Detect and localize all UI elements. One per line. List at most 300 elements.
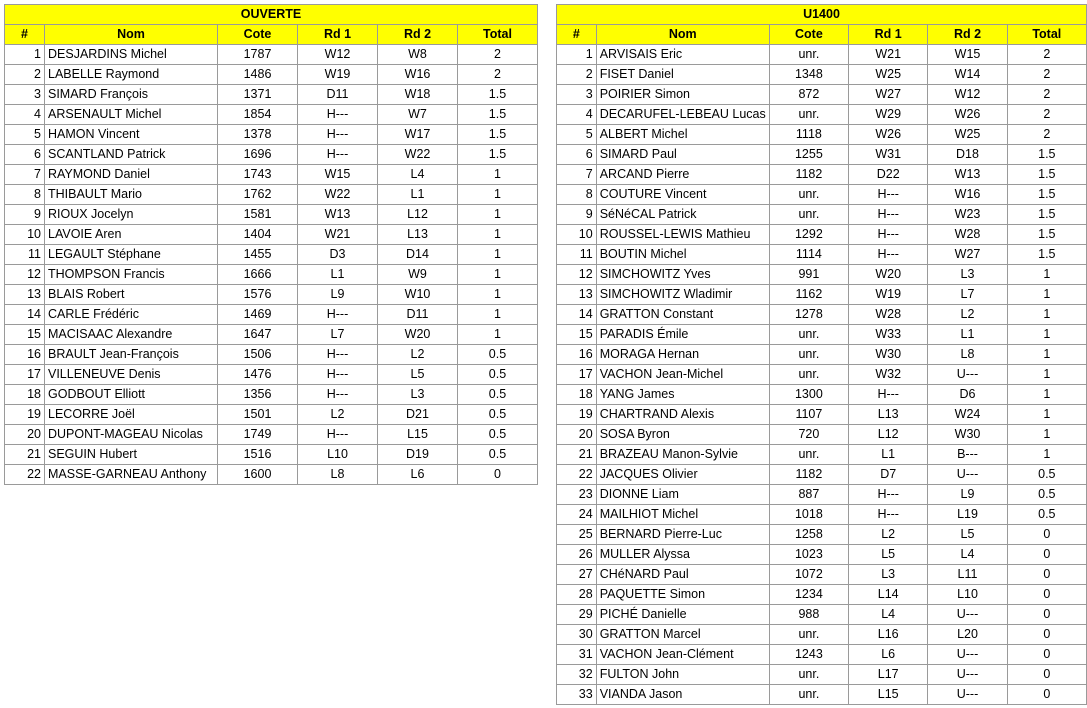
- total-cell: 0.5: [1007, 465, 1086, 485]
- rating-cell: 1787: [218, 45, 298, 65]
- player-name-cell: CHARTRAND Alexis: [596, 405, 769, 425]
- player-name-cell: VIANDA Jason: [596, 685, 769, 705]
- player-name-cell: BLAIS Robert: [45, 285, 218, 305]
- round-2-cell: W26: [928, 105, 1007, 125]
- player-name-cell: ARSENAULT Michel: [45, 105, 218, 125]
- rank-cell: 22: [5, 465, 45, 485]
- round-1-cell: L7: [298, 325, 378, 345]
- table-row: [5, 325, 538, 345]
- round-2-cell: L1: [928, 325, 1007, 345]
- table-row: [5, 345, 538, 365]
- rank-cell: 21: [5, 445, 45, 465]
- rating-cell: 1243: [769, 645, 848, 665]
- player-name-cell: DECARUFEL-LEBEAU Lucas: [596, 105, 769, 125]
- round-2-cell: L19: [928, 505, 1007, 525]
- player-name-cell: YANG James: [596, 385, 769, 405]
- rating-cell: 1469: [218, 305, 298, 325]
- rating-cell: 1506: [218, 345, 298, 365]
- player-name-cell: SIMARD François: [45, 85, 218, 105]
- round-2-cell: W10: [378, 285, 458, 305]
- table-row: [557, 445, 1087, 465]
- rating-cell: unr.: [769, 185, 848, 205]
- round-2-cell: D18: [928, 145, 1007, 165]
- player-name-cell: ALBERT Michel: [596, 125, 769, 145]
- table-row: [557, 685, 1087, 705]
- rating-cell: 1255: [769, 145, 848, 165]
- round-1-cell: W21: [298, 225, 378, 245]
- round-1-cell: W13: [298, 205, 378, 225]
- player-name-cell: PAQUETTE Simon: [596, 585, 769, 605]
- rank-cell: 7: [557, 165, 597, 185]
- player-name-cell: ARCAND Pierre: [596, 165, 769, 185]
- rank-cell: 11: [5, 245, 45, 265]
- round-2-cell: L20: [928, 625, 1007, 645]
- round-2-cell: W18: [378, 85, 458, 105]
- rating-cell: 1696: [218, 145, 298, 165]
- player-name-cell: MULLER Alyssa: [596, 545, 769, 565]
- round-1-cell: L16: [849, 625, 928, 645]
- total-cell: 2: [1007, 105, 1086, 125]
- player-name-cell: GRATTON Marcel: [596, 625, 769, 645]
- rank-cell: 27: [557, 565, 597, 585]
- rank-header: #: [557, 25, 597, 45]
- player-name-cell: SIMCHOWITZ Wladimir: [596, 285, 769, 305]
- player-name-cell: SCANTLAND Patrick: [45, 145, 218, 165]
- rank-cell: 4: [557, 105, 597, 125]
- total-cell: 1: [458, 265, 538, 285]
- table-row: [557, 65, 1087, 85]
- rating-cell: 1476: [218, 365, 298, 385]
- total-header: Total: [1007, 25, 1086, 45]
- round-2-header: Rd 2: [928, 25, 1007, 45]
- player-name-cell: SOSA Byron: [596, 425, 769, 445]
- player-name-cell: THIBAULT Mario: [45, 185, 218, 205]
- table-row: [5, 145, 538, 165]
- column-header-row: [557, 25, 1087, 45]
- total-cell: 2: [1007, 45, 1086, 65]
- rating-cell: unr.: [769, 365, 848, 385]
- rating-cell: 1114: [769, 245, 848, 265]
- player-name-cell: CARLE Frédéric: [45, 305, 218, 325]
- total-cell: 2: [1007, 125, 1086, 145]
- table-row: [557, 425, 1087, 445]
- round-1-cell: L14: [849, 585, 928, 605]
- total-cell: 1: [458, 305, 538, 325]
- total-cell: 1.5: [1007, 205, 1086, 225]
- rating-cell: 1516: [218, 445, 298, 465]
- total-cell: 0: [1007, 665, 1086, 685]
- round-1-cell: L1: [849, 445, 928, 465]
- rank-cell: 16: [557, 345, 597, 365]
- round-2-cell: W25: [928, 125, 1007, 145]
- player-name-cell: BERNARD Pierre-Luc: [596, 525, 769, 545]
- player-name-cell: BOUTIN Michel: [596, 245, 769, 265]
- rating-cell: unr.: [769, 445, 848, 465]
- total-cell: 0.5: [1007, 505, 1086, 525]
- player-name-cell: CHéNARD Paul: [596, 565, 769, 585]
- table-row: [557, 185, 1087, 205]
- round-2-cell: U---: [928, 645, 1007, 665]
- name-header: Nom: [596, 25, 769, 45]
- total-cell: 0.5: [1007, 485, 1086, 505]
- round-1-cell: H---: [849, 185, 928, 205]
- player-name-cell: PICHÉ Danielle: [596, 605, 769, 625]
- player-name-cell: BRAZEAU Manon-Sylvie: [596, 445, 769, 465]
- round-2-cell: D19: [378, 445, 458, 465]
- table-row: [557, 45, 1087, 65]
- round-2-cell: L1: [378, 185, 458, 205]
- rank-cell: 28: [557, 585, 597, 605]
- rating-cell: 1581: [218, 205, 298, 225]
- rank-cell: 20: [5, 425, 45, 445]
- rating-cell: unr.: [769, 665, 848, 685]
- table-row: [557, 265, 1087, 285]
- rank-cell: 8: [557, 185, 597, 205]
- player-name-cell: MAILHIOT Michel: [596, 505, 769, 525]
- round-2-cell: U---: [928, 465, 1007, 485]
- round-2-cell: U---: [928, 685, 1007, 705]
- rank-cell: 29: [557, 605, 597, 625]
- rating-cell: 1455: [218, 245, 298, 265]
- table-row: [5, 85, 538, 105]
- round-1-cell: H---: [298, 425, 378, 445]
- rating-cell: 1300: [769, 385, 848, 405]
- total-cell: 1: [458, 245, 538, 265]
- rating-cell: 872: [769, 85, 848, 105]
- rank-cell: 2: [557, 65, 597, 85]
- table-row: [557, 325, 1087, 345]
- round-2-cell: W14: [928, 65, 1007, 85]
- total-cell: 0: [458, 465, 538, 485]
- round-1-cell: L10: [298, 445, 378, 465]
- rating-cell: 1162: [769, 285, 848, 305]
- round-2-cell: L9: [928, 485, 1007, 505]
- player-name-cell: LABELLE Raymond: [45, 65, 218, 85]
- table-row: [5, 465, 538, 485]
- rating-cell: 1018: [769, 505, 848, 525]
- rank-cell: 2: [5, 65, 45, 85]
- player-name-cell: LECORRE Joël: [45, 405, 218, 425]
- player-name-cell: SIMARD Paul: [596, 145, 769, 165]
- table-row: [557, 665, 1087, 685]
- round-2-cell: L5: [928, 525, 1007, 545]
- round-2-cell: W17: [378, 125, 458, 145]
- player-name-cell: BRAULT Jean-François: [45, 345, 218, 365]
- rating-cell: unr.: [769, 45, 848, 65]
- rating-cell: 1234: [769, 585, 848, 605]
- standings-body: [557, 45, 1087, 705]
- total-cell: 0.5: [458, 405, 538, 425]
- round-1-cell: L15: [849, 685, 928, 705]
- round-2-cell: L3: [378, 385, 458, 405]
- round-1-cell: W27: [849, 85, 928, 105]
- table-row: [5, 365, 538, 385]
- rating-cell: 1666: [218, 265, 298, 285]
- round-1-cell: L2: [298, 405, 378, 425]
- ouverte-standings-table: [4, 4, 538, 485]
- rating-cell: 887: [769, 485, 848, 505]
- round-1-cell: H---: [298, 105, 378, 125]
- total-cell: 1: [458, 225, 538, 245]
- total-cell: 2: [458, 65, 538, 85]
- total-cell: 0: [1007, 565, 1086, 585]
- rank-cell: 10: [557, 225, 597, 245]
- round-2-cell: U---: [928, 605, 1007, 625]
- total-cell: 1: [458, 205, 538, 225]
- round-2-cell: W16: [928, 185, 1007, 205]
- round-1-cell: H---: [849, 225, 928, 245]
- round-1-cell: W25: [849, 65, 928, 85]
- rating-cell: 1600: [218, 465, 298, 485]
- name-header: Nom: [45, 25, 218, 45]
- table-row: [557, 525, 1087, 545]
- table-row: [557, 85, 1087, 105]
- round-1-cell: W20: [849, 265, 928, 285]
- rating-cell: 1258: [769, 525, 848, 545]
- table-row: [557, 205, 1087, 225]
- rank-cell: 3: [5, 85, 45, 105]
- round-2-cell: L13: [378, 225, 458, 245]
- round-2-cell: L2: [378, 345, 458, 365]
- rating-cell: unr.: [769, 685, 848, 705]
- player-name-cell: VACHON Jean-Clément: [596, 645, 769, 665]
- total-cell: 1.5: [458, 85, 538, 105]
- rank-cell: 19: [557, 405, 597, 425]
- rank-cell: 12: [5, 265, 45, 285]
- table-row: [557, 465, 1087, 485]
- round-1-cell: L5: [849, 545, 928, 565]
- rating-cell: 1292: [769, 225, 848, 245]
- round-1-cell: L6: [849, 645, 928, 665]
- player-name-cell: COUTURE Vincent: [596, 185, 769, 205]
- table-row: [557, 625, 1087, 645]
- total-cell: 2: [458, 45, 538, 65]
- total-cell: 1: [458, 185, 538, 205]
- table-row: [557, 305, 1087, 325]
- rank-cell: 17: [5, 365, 45, 385]
- total-cell: 1: [458, 325, 538, 345]
- rank-cell: 22: [557, 465, 597, 485]
- total-cell: 1.5: [458, 125, 538, 145]
- round-1-cell: W19: [849, 285, 928, 305]
- round-2-cell: W20: [378, 325, 458, 345]
- rating-cell: 1749: [218, 425, 298, 445]
- round-2-cell: U---: [928, 665, 1007, 685]
- player-name-cell: HAMON Vincent: [45, 125, 218, 145]
- rating-cell: 988: [769, 605, 848, 625]
- rank-cell: 9: [557, 205, 597, 225]
- table-row: [557, 585, 1087, 605]
- round-1-cell: W29: [849, 105, 928, 125]
- total-cell: 0: [1007, 645, 1086, 665]
- rank-cell: 14: [557, 305, 597, 325]
- player-name-cell: GRATTON Constant: [596, 305, 769, 325]
- round-1-cell: W32: [849, 365, 928, 385]
- round-1-cell: W22: [298, 185, 378, 205]
- total-header: Total: [458, 25, 538, 45]
- round-1-cell: L3: [849, 565, 928, 585]
- round-1-cell: W30: [849, 345, 928, 365]
- rating-cell: 1501: [218, 405, 298, 425]
- rank-cell: 15: [557, 325, 597, 345]
- player-name-cell: VACHON Jean-Michel: [596, 365, 769, 385]
- rating-cell: 1854: [218, 105, 298, 125]
- player-name-cell: GODBOUT Elliott: [45, 385, 218, 405]
- total-cell: 1: [1007, 445, 1086, 465]
- player-name-cell: JACQUES Olivier: [596, 465, 769, 485]
- rating-cell: 1278: [769, 305, 848, 325]
- round-1-cell: D22: [849, 165, 928, 185]
- round-1-cell: W21: [849, 45, 928, 65]
- round-2-cell: W16: [378, 65, 458, 85]
- rating-cell: 720: [769, 425, 848, 445]
- rank-cell: 7: [5, 165, 45, 185]
- round-2-cell: D21: [378, 405, 458, 425]
- table-row: [5, 225, 538, 245]
- total-cell: 1.5: [458, 105, 538, 125]
- round-1-cell: W19: [298, 65, 378, 85]
- round-1-header: Rd 1: [849, 25, 928, 45]
- total-cell: 1: [1007, 285, 1086, 305]
- round-1-cell: H---: [298, 345, 378, 365]
- rank-cell: 33: [557, 685, 597, 705]
- rank-cell: 32: [557, 665, 597, 685]
- table-row: [557, 365, 1087, 385]
- round-2-cell: L2: [928, 305, 1007, 325]
- round-2-cell: W30: [928, 425, 1007, 445]
- rating-cell: unr.: [769, 205, 848, 225]
- round-1-cell: H---: [298, 365, 378, 385]
- standings-body: [5, 45, 538, 485]
- round-2-cell: W9: [378, 265, 458, 285]
- table-row: [557, 565, 1087, 585]
- rating-cell: unr.: [769, 345, 848, 365]
- round-2-cell: L5: [378, 365, 458, 385]
- round-1-cell: L1: [298, 265, 378, 285]
- rank-cell: 14: [5, 305, 45, 325]
- rating-cell: 1182: [769, 465, 848, 485]
- round-1-cell: H---: [298, 385, 378, 405]
- rank-cell: 4: [5, 105, 45, 125]
- total-cell: 1.5: [1007, 185, 1086, 205]
- total-cell: 1: [1007, 385, 1086, 405]
- total-cell: 0: [1007, 605, 1086, 625]
- rank-cell: 30: [557, 625, 597, 645]
- round-2-cell: L11: [928, 565, 1007, 585]
- total-cell: 0.5: [458, 425, 538, 445]
- round-1-cell: D11: [298, 85, 378, 105]
- rank-cell: 18: [557, 385, 597, 405]
- rank-cell: 26: [557, 545, 597, 565]
- round-1-cell: L17: [849, 665, 928, 685]
- rank-cell: 31: [557, 645, 597, 665]
- total-cell: 0: [1007, 625, 1086, 645]
- table-row: [5, 405, 538, 425]
- rating-cell: 1118: [769, 125, 848, 145]
- round-2-cell: L4: [378, 165, 458, 185]
- player-name-cell: DIONNE Liam: [596, 485, 769, 505]
- total-cell: 1: [1007, 305, 1086, 325]
- total-cell: 2: [1007, 85, 1086, 105]
- rank-cell: 21: [557, 445, 597, 465]
- u1400-standings-table: [556, 4, 1087, 705]
- total-cell: 1: [1007, 325, 1086, 345]
- round-2-cell: D11: [378, 305, 458, 325]
- round-2-cell: U---: [928, 365, 1007, 385]
- player-name-cell: SéNéCAL Patrick: [596, 205, 769, 225]
- player-name-cell: VILLENEUVE Denis: [45, 365, 218, 385]
- total-cell: 1.5: [1007, 245, 1086, 265]
- total-cell: 1.5: [1007, 145, 1086, 165]
- table-row: [557, 505, 1087, 525]
- round-2-cell: L12: [378, 205, 458, 225]
- round-1-cell: H---: [849, 485, 928, 505]
- player-name-cell: MORAGA Hernan: [596, 345, 769, 365]
- total-cell: 0: [1007, 585, 1086, 605]
- round-2-header: Rd 2: [378, 25, 458, 45]
- round-1-cell: H---: [849, 245, 928, 265]
- player-name-cell: DUPONT-MAGEAU Nicolas: [45, 425, 218, 445]
- rank-cell: 11: [557, 245, 597, 265]
- total-cell: 1: [1007, 365, 1086, 385]
- round-1-cell: W26: [849, 125, 928, 145]
- round-2-cell: L8: [928, 345, 1007, 365]
- round-2-cell: W28: [928, 225, 1007, 245]
- round-2-cell: W22: [378, 145, 458, 165]
- section-title: OUVERTE: [5, 5, 538, 25]
- rank-cell: 8: [5, 185, 45, 205]
- rank-cell: 13: [5, 285, 45, 305]
- round-2-cell: W27: [928, 245, 1007, 265]
- rating-cell: 1576: [218, 285, 298, 305]
- table-row: [5, 245, 538, 265]
- player-name-cell: POIRIER Simon: [596, 85, 769, 105]
- total-cell: 1: [458, 165, 538, 185]
- rank-cell: 12: [557, 265, 597, 285]
- round-1-cell: H---: [298, 305, 378, 325]
- rank-cell: 23: [557, 485, 597, 505]
- rank-cell: 1: [557, 45, 597, 65]
- round-1-cell: W12: [298, 45, 378, 65]
- player-name-cell: RIOUX Jocelyn: [45, 205, 218, 225]
- table-row: [557, 605, 1087, 625]
- rating-cell: 991: [769, 265, 848, 285]
- table-row: [5, 65, 538, 85]
- table-row: [5, 45, 538, 65]
- rank-cell: 6: [5, 145, 45, 165]
- round-1-cell: H---: [849, 205, 928, 225]
- rank-cell: 15: [5, 325, 45, 345]
- round-1-cell: H---: [849, 505, 928, 525]
- round-1-cell: L2: [849, 525, 928, 545]
- rating-cell: 1762: [218, 185, 298, 205]
- total-cell: 1: [458, 285, 538, 305]
- rating-cell: 1182: [769, 165, 848, 185]
- rank-header: #: [5, 25, 45, 45]
- rating-cell: 1107: [769, 405, 848, 425]
- player-name-cell: DESJARDINS Michel: [45, 45, 218, 65]
- round-2-cell: W15: [928, 45, 1007, 65]
- rank-cell: 17: [557, 365, 597, 385]
- rank-cell: 25: [557, 525, 597, 545]
- total-cell: 0.5: [458, 445, 538, 465]
- table-row: [557, 485, 1087, 505]
- player-name-cell: ARVISAIS Eric: [596, 45, 769, 65]
- rating-header: Cote: [218, 25, 298, 45]
- total-cell: 0.5: [458, 345, 538, 365]
- rating-cell: 1072: [769, 565, 848, 585]
- round-1-cell: D7: [849, 465, 928, 485]
